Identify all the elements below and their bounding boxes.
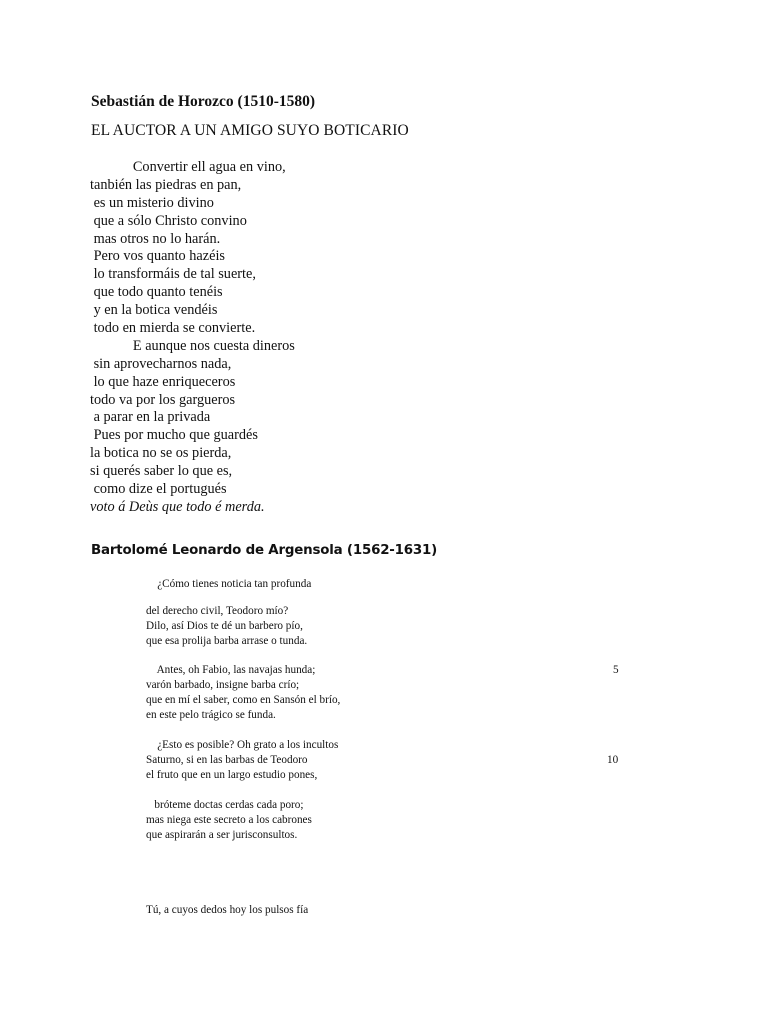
poem-line: que a sólo Christo convino — [90, 212, 247, 229]
poem-line-italic: voto á Deùs que todo é merda. — [90, 498, 265, 515]
poem-line: que esa prolija barba arrase o tunda. — [146, 635, 308, 647]
poem-line: ¿Esto es posible? Oh grato a los incultos — [146, 739, 339, 751]
author-heading-horozco: Sebastián de Horozco (1510-1580) — [91, 93, 316, 110]
line-number: 10 — [607, 754, 619, 766]
poem-line: Convertir ell agua en vino, — [90, 159, 286, 175]
poem-line: el fruto que en un largo estudio pones, — [146, 769, 318, 781]
poem-line: todo va por los gargueros — [90, 391, 236, 408]
poem-line: es un misterio divino — [90, 194, 214, 211]
line-number: 5 — [613, 664, 619, 676]
poem-line: que todo quanto tenéis — [90, 284, 223, 301]
poem-line: Antes, oh Fabio, las navajas hunda; — [146, 664, 316, 676]
poem-line: la botica no se os pierda, — [90, 445, 232, 462]
poem-line: E aunque nos cuesta dineros — [90, 337, 295, 354]
poem-line: del derecho civil, Teodoro mío? — [146, 605, 289, 617]
poem-horozco — [90, 159, 295, 517]
poem-line: que aspirarán a ser jurisconsultos. — [146, 829, 298, 841]
poem-line: si querés saber lo que es, — [90, 463, 233, 480]
poem-line: Pero vos quanto hazéis — [90, 248, 225, 265]
poem-line: Tú, a cuyos dedos hoy los pulsos fía — [146, 904, 309, 916]
author-heading-argensola: Bartolomé Leonardo de Argensola (1562-1631) — [91, 543, 438, 558]
poem-line: sin aprovecharnos nada, — [90, 355, 232, 372]
poem-line: lo que haze enriqueceros — [90, 373, 236, 390]
poem-line: mas otros no lo harán. — [90, 230, 221, 247]
poem-line: que en mí el saber, como en Sansón el brío, — [146, 694, 341, 706]
poem-line: y en la botica vendéis — [90, 302, 218, 319]
poem-line: como dize el portugués — [90, 481, 227, 498]
poem-line: todo en mierda se convierte. — [90, 320, 256, 337]
poem-line: Dilo, así Dios te dé un barbero pío, — [146, 620, 303, 632]
poem-line: varón barbado, insigne barba crío; — [146, 679, 300, 691]
poem-line: Pues por mucho que guardés — [90, 427, 258, 444]
poem-line: tanbién las piedras en pan, — [90, 176, 242, 193]
poem-line: bróteme doctas cerdas cada poro; — [146, 799, 304, 811]
poem-line: lo transformáis de tal suerte, — [90, 266, 256, 283]
poem-line: mas niega este secreto a los cabrones — [146, 814, 312, 826]
poem-line: ¿Cómo tienes noticia tan profunda — [146, 578, 312, 590]
poem-line: a parar en la privada — [90, 409, 211, 426]
poem-title-boticario: EL AUCTOR A UN AMIGO SUYO BOTICARIO — [91, 122, 409, 139]
poem-line: Saturno, si en las barbas de Teodoro — [146, 754, 308, 766]
poem-line: en este pelo trágico se funda. — [146, 709, 276, 721]
